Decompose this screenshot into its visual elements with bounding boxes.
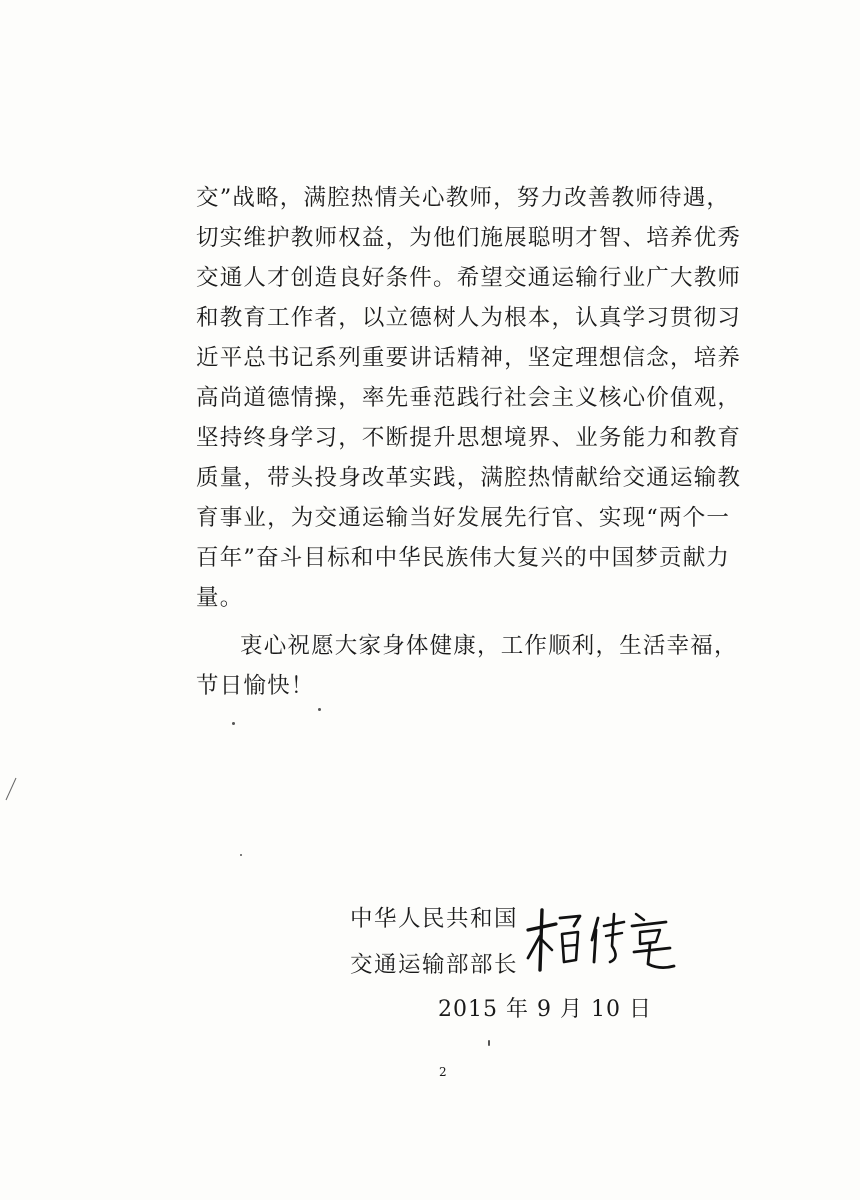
scan-edge-mark	[2, 774, 20, 814]
body-line-6: 高尚道德情操，率先垂范践行社会主义核心价值观，	[196, 385, 742, 411]
body-line-3: 交通人才创造良好条件。希望交通运输行业广大教师	[196, 265, 742, 291]
page-number: 2	[439, 1065, 447, 1079]
body-line-5: 近平总书记系列重要讲话精神，坚定理想信念，培养	[196, 345, 742, 371]
body-line-8: 质量，带头投身改革实践，满腔热情献给交通运输教	[196, 465, 742, 491]
body-line-9: 育事业，为交通运输当好发展先行官、实现“两个一	[196, 505, 731, 531]
signature-block	[350, 896, 518, 988]
scan-speck	[488, 1040, 490, 1046]
body-line-2: 切实维护教师权益，为他们施展聪明才智、培养优秀	[196, 225, 742, 251]
body-line-11: 量。	[196, 585, 244, 611]
org-line-2: 交通运输部部长	[350, 952, 519, 978]
blessing-line-2: 节日愉快！	[196, 673, 315, 699]
org-line-1: 中华人民共和国	[350, 906, 519, 932]
scan-speck	[240, 854, 242, 856]
body-line-10: 百年”奋斗目标和中华民族伟大复兴的中国梦贡献力	[196, 545, 731, 571]
handwritten-signature	[520, 900, 680, 980]
body-line-4: 和教育工作者，以立德树人为根本，认真学习贯彻习	[196, 305, 742, 331]
blessing-line-1: 衷心祝愿大家身体健康，工作顺利，生活幸福，	[240, 633, 738, 659]
scan-speck	[318, 708, 321, 711]
body-line-7: 坚持终身学习，不断提升思想境界、业务能力和教育	[196, 425, 742, 451]
body-line-1: 交”战略，满腔热情关心教师，努力改善教师待遇，	[196, 185, 731, 211]
scan-speck	[232, 722, 235, 725]
letter-body	[196, 178, 742, 706]
letter-date: 2015 年 9 月 10 日	[438, 997, 652, 1022]
